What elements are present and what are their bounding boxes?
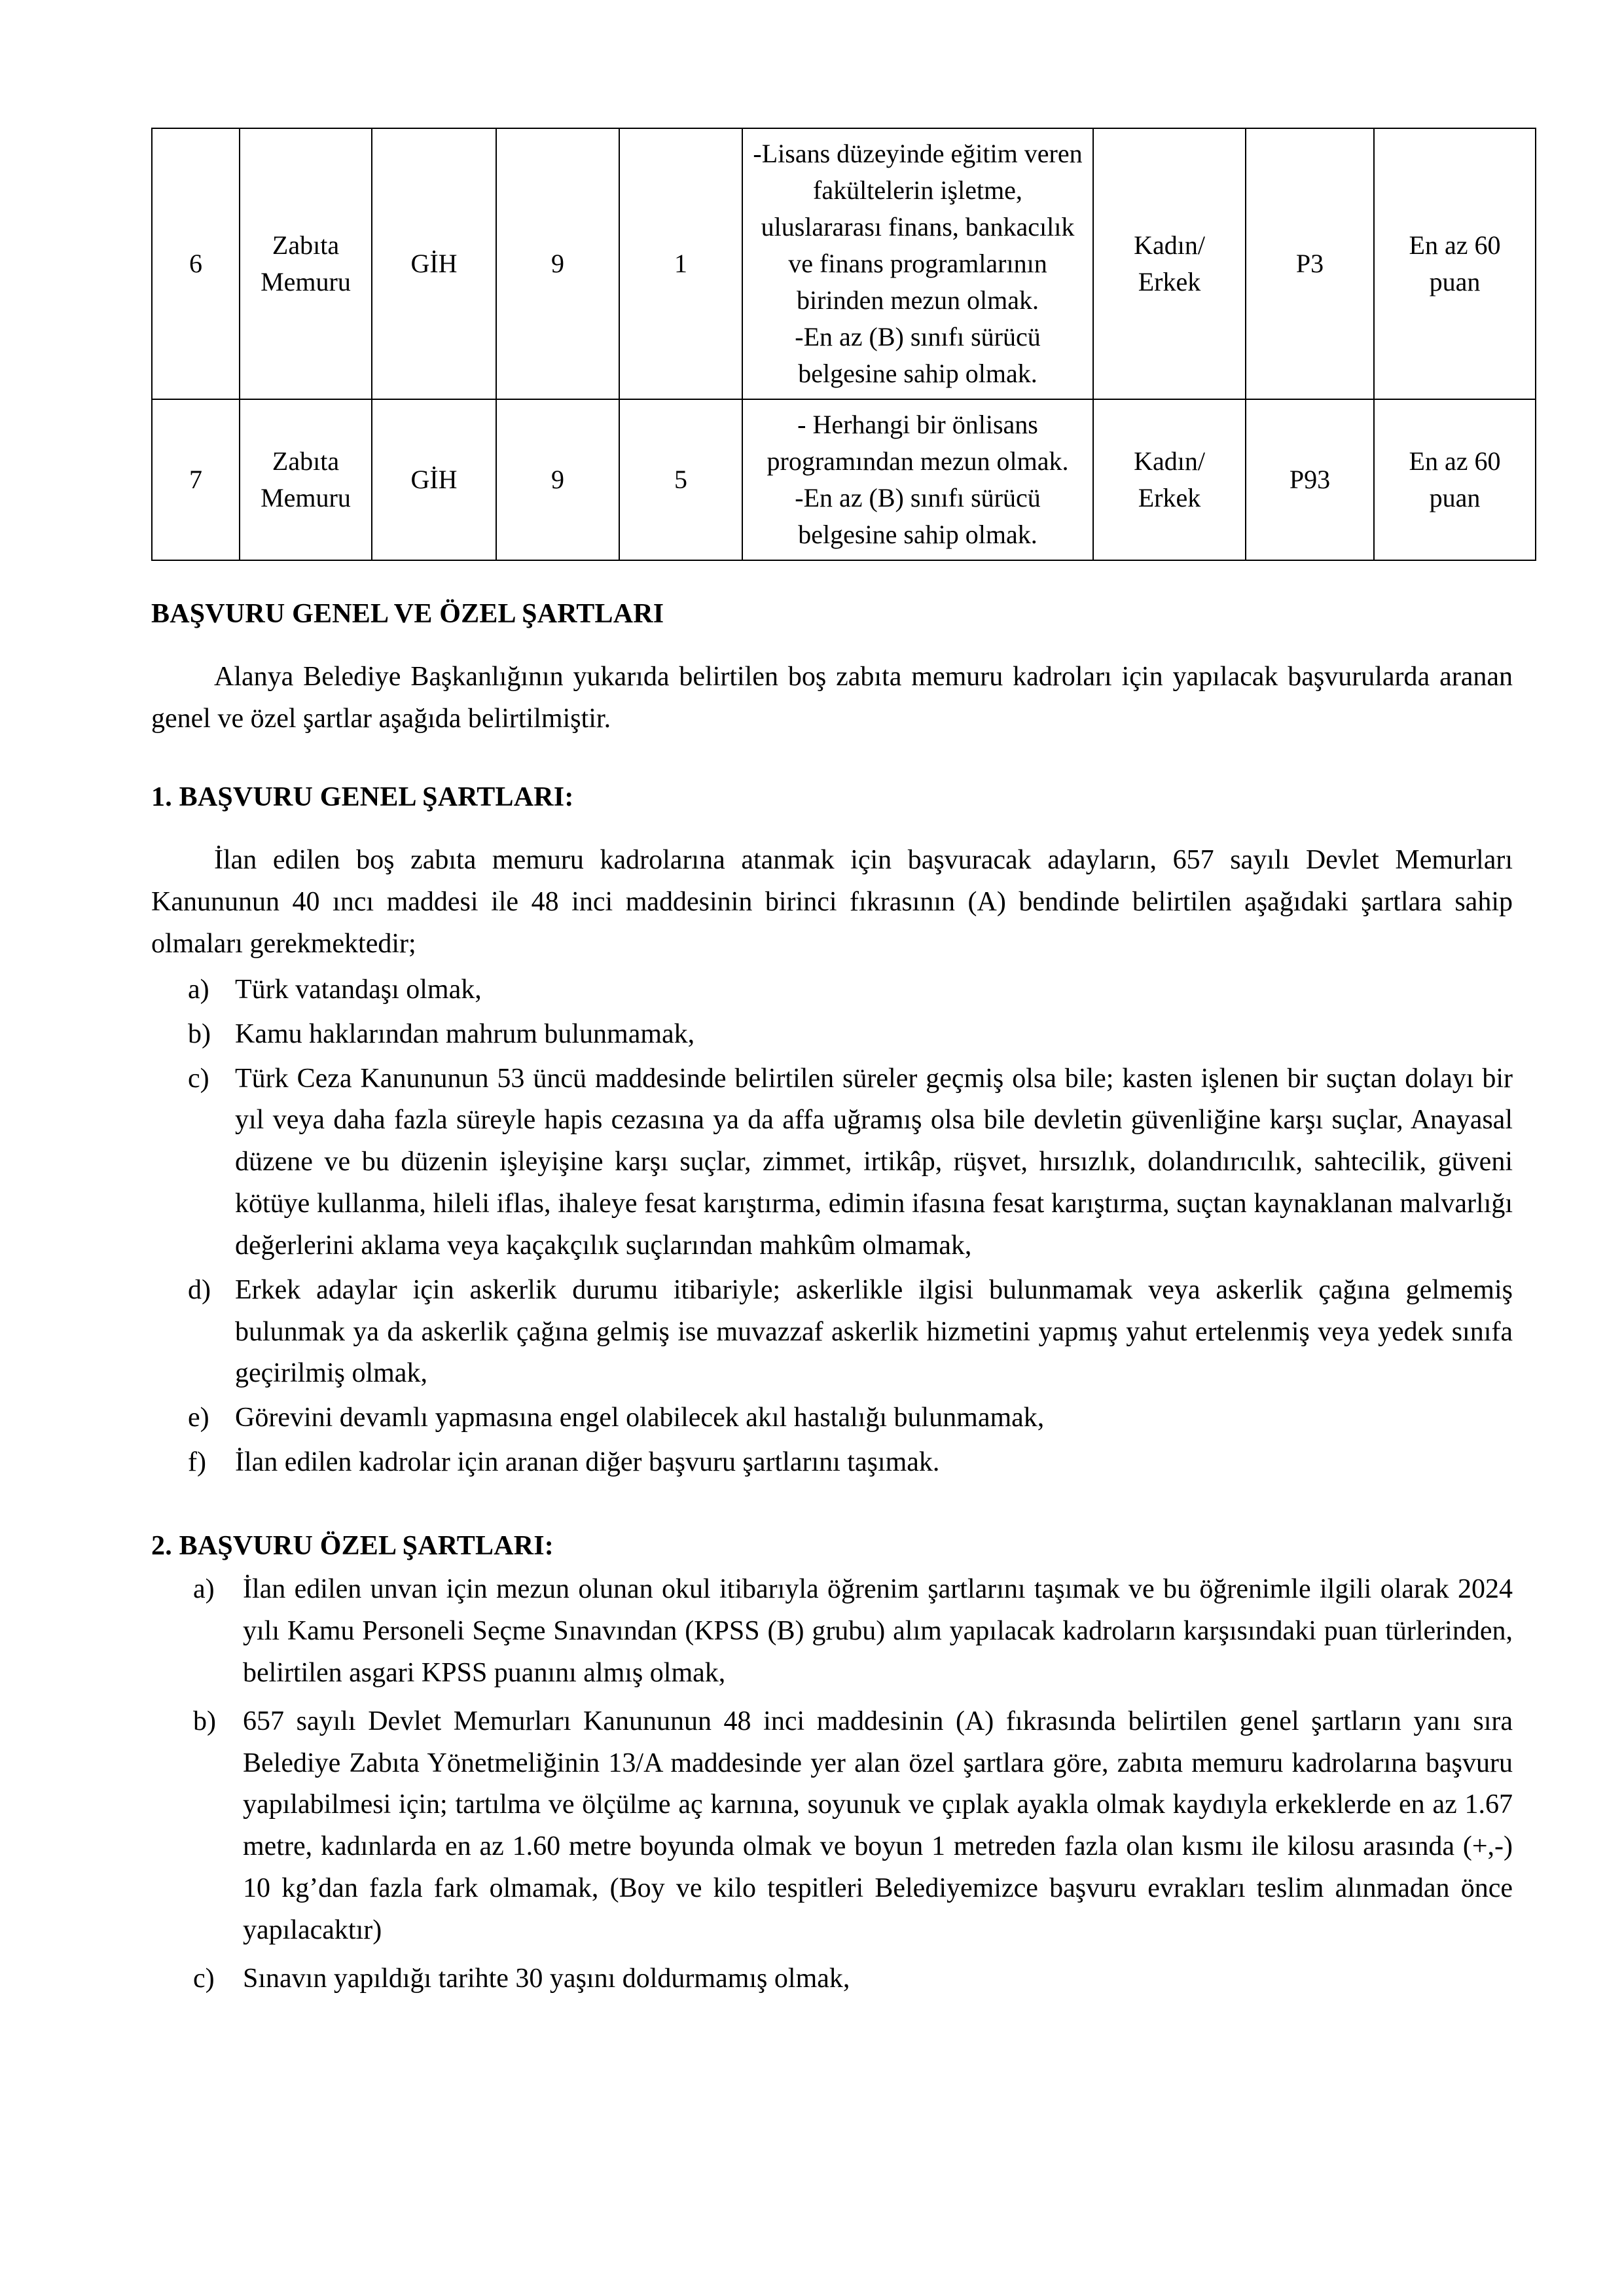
nitelik-line: -En az (B) sınıfı sürücü belgesine sahip olmak. [795, 322, 1041, 388]
cell-sira-no: 7 [152, 399, 240, 560]
list-item [151, 1701, 1513, 1952]
list-item [151, 1270, 1513, 1395]
list-item [151, 969, 1513, 1011]
section-2-list [151, 1569, 1513, 2000]
cell-sinif: GİH [372, 399, 496, 560]
cell-cinsiyet: Kadın/ Erkek [1093, 128, 1246, 399]
list-item-text: Erkek adaylar için askerlik durumu itibariyle; askerlikle ilgisi bulunmamak veya askerlik çağına gelmemiş bulunmak ya da askerlik çağına gelmiş ise muvazzaf askerlik hizmetini yapmış yahut ertelenmiş veya yedek sınıfa geçirilmiş olmak, [235, 1274, 1513, 1389]
list-item-marker: c) [188, 1063, 209, 1094]
cell-sira-no: 6 [152, 128, 240, 399]
cell-puan-turu: P3 [1246, 128, 1374, 399]
page-title: BAŞVURU GENEL VE ÖZEL ŞARTLARI [151, 599, 664, 629]
cell-derece: 9 [496, 128, 619, 399]
list-item-text: İlan edilen kadrolar için aranan diğer başvuru şartlarını taşımak. [235, 1447, 940, 1478]
table-row [152, 128, 1536, 399]
cell-kpss-puani: En az 60 puan [1374, 128, 1536, 399]
list-item-marker: f) [188, 1447, 206, 1478]
list-item-text: İlan edilen unvan için mezun olunan okul itibarıyla öğrenim şartlarını taşımak ve bu öğrenimle ilgili olarak 2024 yılı Kamu Personeli Seçme Sınavından (KPSS (B) grubu) alım yapılacak kadroların karşısındaki puan türlerinden, belirtilen asgari KPSS puanını almış olmak, [243, 1574, 1513, 1688]
cell-puan-turu: P93 [1246, 399, 1374, 560]
list-item [151, 1014, 1513, 1056]
cell-derece: 9 [496, 399, 619, 560]
list-item-marker: b) [193, 1706, 216, 1736]
list-item-text: Sınavın yapıldığı tarihte 30 yaşını doldurmamış olmak, [243, 1963, 850, 1994]
section-1-paragraph: İlan edilen boş zabıta memuru kadrolarına atanmak için başvuracak adayların, 657 sayılı Devlet Memurları Kanununun 40 ıncı maddesi ile 48 inci maddesinin birinci fıkrasının (A) bendinde belirtilen aşağıdaki şartlara sahip olmaları gerekmektedir; [151, 845, 1513, 960]
kadro-table [151, 128, 1536, 561]
list-item-marker: e) [188, 1403, 209, 1433]
cell-unvan: Zabıta Memuru [240, 399, 372, 560]
list-item-marker: b) [188, 1018, 211, 1049]
kadro-table-body [152, 128, 1536, 560]
list-item [151, 1397, 1513, 1439]
cell-kpss-puani: En az 60 puan [1374, 399, 1536, 560]
list-item [151, 1058, 1513, 1267]
list-item-marker: d) [188, 1274, 211, 1305]
nitelik-line: -En az (B) sınıfı sürücü belgesine sahip olmak. [795, 483, 1041, 549]
cell-sinif: GİH [372, 128, 496, 399]
section-1-list [151, 969, 1513, 1484]
section-2-heading: 2. BAŞVURU ÖZEL ŞARTLARI: [151, 1530, 554, 1561]
nitelik-line: -Lisans düzeyinde eğitim veren fakültelerin işletme, uluslararası finans, bankacılık ve finans programlarının birinden mezun olmak. [753, 139, 1083, 315]
list-item-text: Kamu haklarından mahrum bulunmamak, [235, 1018, 695, 1049]
list-item [151, 1958, 1513, 2000]
intro-paragraph: Alanya Belediye Başkanlığının yukarıda belirtilen boş zabıta memuru kadroları için yapılacak başvurularda aranan genel ve özel şartlar aşağıda belirtilmiştir. [151, 662, 1513, 734]
list-item [151, 1569, 1513, 1694]
cell-nitelik [742, 399, 1093, 560]
list-item-text: 657 sayılı Devlet Memurları Kanununun 48 inci maddesinin (A) fıkrasında belirtilen genel şartların yanı sıra Belediye Zabıta Yönetmeliğinin 13/A maddesinde yer alan özel şartlara göre, zabıta memuru kadrolarına başvuru yapılabilmesi için; tartılma ve ölçülme aç karnına, soyunuk ve çıplak ayakla olmak kaydıyla erkeklerde en az 1.67 metre, kadınlarda en az 1.60 metre boyunda olmak ve boyun 1 metreden fazla olan kısmı ile kilosu arasında (+,-) 10 kg’dan fazla fark olmamak, (Boy ve kilo tespitleri Belediyemizce başvuru evrakları teslim alınmadan önce yapılacaktır) [243, 1706, 1513, 1945]
list-item-marker: a) [193, 1574, 215, 1605]
table-row [152, 399, 1536, 560]
cell-adet: 5 [619, 399, 742, 560]
cell-unvan: Zabıta Memuru [240, 128, 372, 399]
list-item-marker: a) [188, 974, 209, 1005]
list-item [151, 1442, 1513, 1484]
cell-nitelik [742, 128, 1093, 399]
cell-adet: 1 [619, 128, 742, 399]
list-item-text: Türk Ceza Kanununun 53 üncü maddesinde belirtilen süreler geçmiş olsa bile; kasten işlenen bir suçtan dolayı bir yıl veya daha fazla süreyle hapis cezasına ya da affa uğramış olsa bile devletin güvenliğine karşı suçlar, Anayasal düzene ve bu düzenin işleyişine karşı suçlar, zimmet, irtikâp, rüşvet, hırsızlık, dolandırıcılık, sahtecilik, güveni kötüye kullanma, hileli iflas, ihaleye fesat karıştırma, edimin ifasına fesat karıştırma, suçtan kaynaklanan malvarlığı değerlerini aklama veya kaçakçılık suçlarından mahkûm olmamak, [235, 1063, 1513, 1261]
list-item-marker: c) [193, 1963, 215, 1994]
cell-cinsiyet: Kadın/ Erkek [1093, 399, 1246, 560]
list-item-text: Türk vatandaşı olmak, [235, 974, 482, 1005]
nitelik-line: - Herhangi bir önlisans programından mezun olmak. [767, 410, 1069, 476]
section-1-heading: 1. BAŞVURU GENEL ŞARTLARI: [151, 782, 574, 813]
list-item-text: Görevini devamlı yapmasına engel olabilecek akıl hastalığı bulunmamak, [235, 1403, 1045, 1433]
